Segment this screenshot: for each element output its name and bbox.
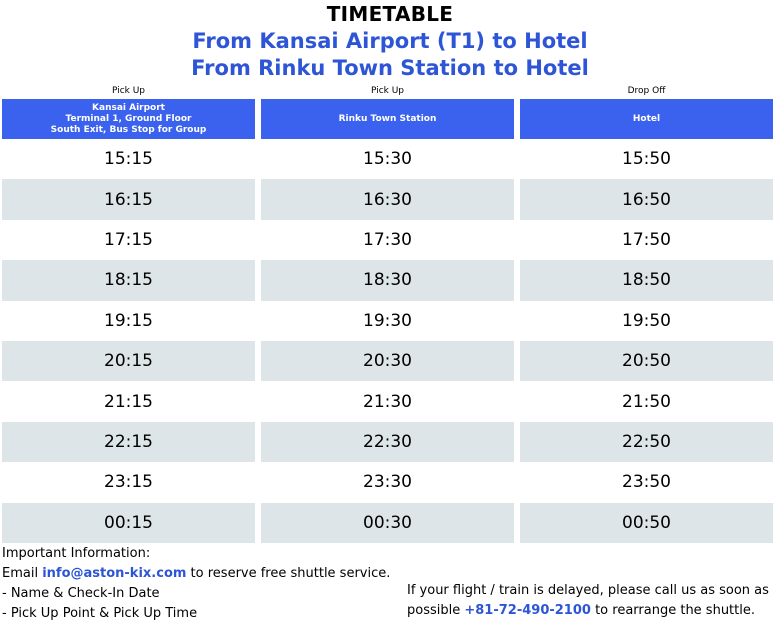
time-airport: 16:15 [2, 179, 255, 219]
time-hotel: 22:50 [520, 422, 773, 462]
table-row [0, 503, 780, 543]
page-title: TIMETABLE [326, 2, 454, 26]
time-airport: 19:15 [104, 310, 153, 331]
time-station: 20:30 [261, 341, 514, 381]
notice-suffix: to rearrange the shuttle. [590, 603, 755, 618]
info-item-name-date: - Name & Check-In Date [2, 586, 160, 601]
airport-bus-stop: South Exit, Bus Stop for Group [50, 124, 207, 135]
time-airport: 17:15 [104, 229, 153, 250]
header-cell-airport [2, 99, 255, 139]
airport-name: Kansai Airport [92, 102, 165, 113]
table-row [0, 260, 780, 300]
table-row [0, 422, 780, 462]
email-prefix: Email [2, 566, 43, 581]
time-station: 19:30 [363, 310, 412, 331]
info-item-pickup: - Pick Up Point & Pick Up Time [2, 606, 198, 621]
route-subtitle-airport: From Kansai Airport (T1) to Hotel [192, 29, 588, 53]
time-airport: 20:15 [2, 341, 255, 381]
important-info [2, 544, 402, 622]
time-station: 16:30 [261, 179, 514, 219]
route-subtitle-station: From Rinku Town Station to Hotel [191, 56, 589, 80]
email-suffix: to reserve free shuttle service. [186, 566, 391, 581]
table-row [0, 462, 780, 502]
email-link[interactable]: info@aston-kix.com [42, 566, 187, 581]
delay-notice-line2 [407, 601, 779, 621]
time-hotel: 00:50 [520, 503, 773, 543]
time-hotel: 23:50 [622, 472, 671, 493]
time-airport: 00:15 [2, 503, 255, 543]
table-row [0, 301, 780, 341]
time-station: 15:30 [363, 149, 412, 170]
time-hotel: 19:50 [622, 310, 671, 331]
phone-link[interactable]: +81-72-490-2100 [464, 603, 591, 618]
table-row [0, 179, 780, 219]
time-hotel: 20:50 [520, 341, 773, 381]
time-airport: 21:15 [104, 391, 153, 412]
time-hotel: 18:50 [520, 260, 773, 300]
time-station: 18:30 [261, 260, 514, 300]
timetable-rows [0, 139, 780, 543]
table-row [0, 139, 780, 179]
hotel-name: Hotel [632, 113, 661, 124]
column-label-pickup-station: Pick Up [370, 86, 405, 96]
time-station: 17:30 [363, 229, 412, 250]
info-heading: Important Information: [2, 546, 151, 561]
column-label-pickup-airport: Pick Up [111, 86, 146, 96]
time-hotel: 16:50 [520, 179, 773, 219]
airport-terminal: Terminal 1, Ground Floor [65, 113, 192, 124]
time-station: 00:30 [261, 503, 514, 543]
notice-prefix: possible [407, 603, 465, 618]
time-airport: 15:15 [104, 149, 153, 170]
delay-notice [407, 581, 779, 621]
time-station: 21:30 [363, 391, 412, 412]
time-hotel: 21:50 [622, 391, 671, 412]
time-station: 22:30 [261, 422, 514, 462]
time-airport: 22:15 [2, 422, 255, 462]
time-airport: 18:15 [2, 260, 255, 300]
table-row [0, 220, 780, 260]
header-cell-station [261, 99, 514, 139]
table-row [0, 341, 780, 381]
time-airport: 23:15 [104, 472, 153, 493]
header-cell-hotel [520, 99, 773, 139]
table-row [0, 381, 780, 421]
station-name: Rinku Town Station [338, 113, 437, 124]
info-email-line [2, 564, 402, 584]
time-hotel: 17:50 [622, 229, 671, 250]
time-station: 23:30 [363, 472, 412, 493]
time-hotel: 15:50 [622, 149, 671, 170]
delay-notice-line1: If your flight / train is delayed, please call us as soon as [407, 583, 769, 598]
column-label-dropoff: Drop Off [627, 86, 666, 96]
